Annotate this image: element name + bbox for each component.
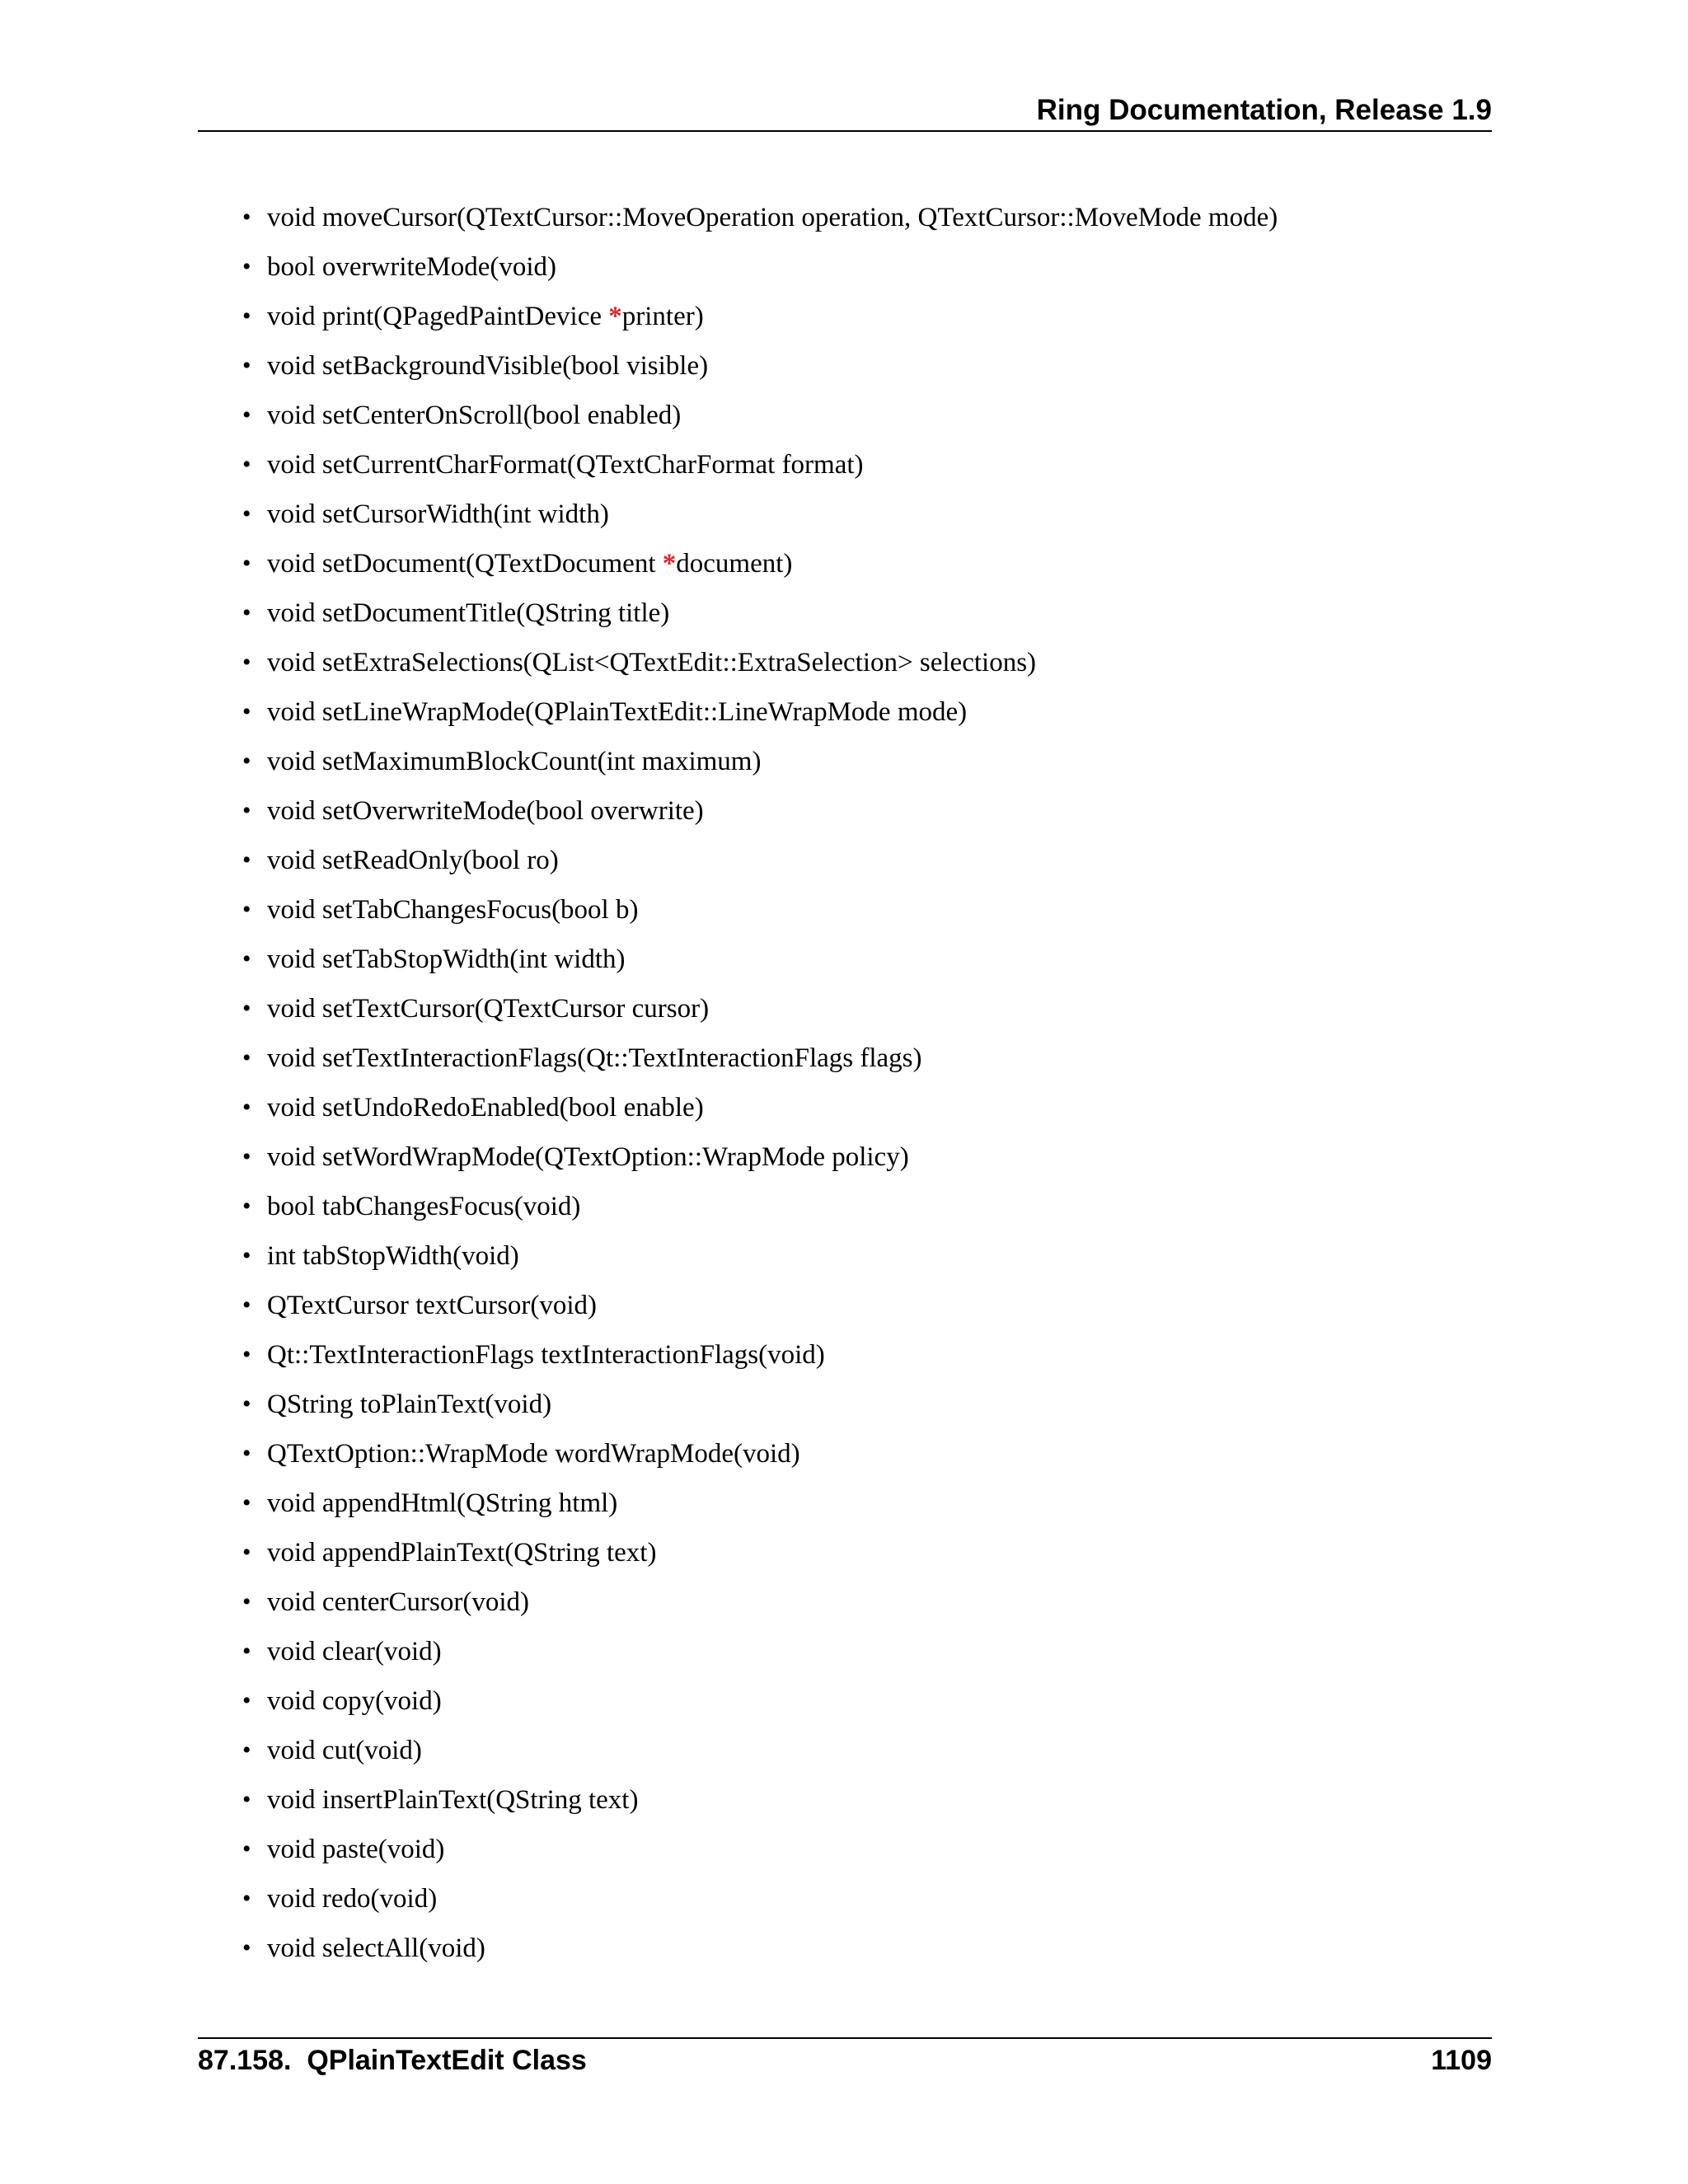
method-signature: void paste(void) [267, 1835, 445, 1864]
list-item [198, 1429, 1492, 1479]
list-item [198, 984, 1492, 1033]
list-item [198, 786, 1492, 836]
list-item [198, 1479, 1492, 1528]
bullet-icon: • [242, 1835, 251, 1863]
method-list [198, 193, 1492, 1973]
list-item [198, 1775, 1492, 1825]
method-signature: void setCenterOnScroll(bool enabled) [267, 401, 682, 430]
method-signature: void setDocumentTitle(QString title) [267, 598, 670, 628]
method-signature: void selectAll(void) [267, 1933, 485, 1963]
list-item [198, 1380, 1492, 1429]
method-signature: void setWordWrapMode(QTextOption::WrapMode policy) [267, 1142, 909, 1172]
bullet-icon: • [242, 1786, 251, 1813]
bullet-icon: • [242, 945, 251, 972]
list-item [198, 1874, 1492, 1924]
list-item [198, 1231, 1492, 1281]
list-item [198, 1083, 1492, 1132]
method-signature: void setTabStopWidth(int width) [267, 944, 626, 974]
method-signature: void appendPlainText(QString text) [267, 1538, 657, 1568]
pointer-asterisk: * [608, 302, 622, 331]
list-item [198, 1033, 1492, 1083]
method-signature: void setBackgroundVisible(bool visible) [267, 351, 709, 381]
bullet-icon: • [242, 352, 251, 379]
method-signature: void centerCursor(void) [267, 1587, 529, 1617]
bullet-icon: • [242, 748, 251, 775]
list-item [198, 1726, 1492, 1775]
bullet-icon: • [242, 550, 251, 577]
bullet-icon: • [242, 1193, 251, 1220]
list-item [198, 1182, 1492, 1231]
page-header-title: Ring Documentation, Release 1.9 [1036, 94, 1492, 126]
list-item [198, 1330, 1492, 1380]
bullet-icon: • [242, 896, 251, 923]
list-item [198, 440, 1492, 490]
bullet-icon: • [242, 1094, 251, 1121]
list-item [198, 391, 1492, 440]
method-signature: QTextOption::WrapMode wordWrapMode(void) [267, 1439, 800, 1469]
method-signature: int tabStopWidth(void) [267, 1241, 519, 1271]
bullet-icon: • [242, 451, 251, 478]
method-signature: void setOverwriteMode(bool overwrite) [267, 796, 704, 826]
method-signature: bool overwriteMode(void) [267, 252, 556, 282]
method-signature-start: void print(QPagedPaintDevice [267, 302, 609, 331]
bullet-icon: • [242, 1588, 251, 1615]
bullet-icon: • [242, 204, 251, 231]
bullet-icon: • [242, 1736, 251, 1764]
bullet-icon: • [242, 1489, 251, 1516]
bullet-icon: • [242, 1687, 251, 1714]
method-signature: void setCurrentCharFormat(QTextCharFormat format) [267, 450, 864, 480]
method-signature: void setTabChangesFocus(bool b) [267, 895, 639, 925]
bullet-icon: • [242, 599, 251, 626]
list-item [198, 490, 1492, 539]
method-signature: void setTextCursor(QTextCursor cursor) [267, 994, 710, 1024]
list-item [198, 292, 1492, 341]
list-item [198, 539, 1492, 588]
method-signature: void cut(void) [267, 1736, 422, 1765]
bullet-icon: • [242, 797, 251, 824]
bullet-icon: • [242, 1143, 251, 1170]
bullet-icon: • [242, 995, 251, 1022]
list-item [198, 1132, 1492, 1182]
bullet-icon: • [242, 1341, 251, 1368]
list-item [198, 1676, 1492, 1726]
list-item [198, 836, 1492, 885]
bullet-icon: • [242, 1539, 251, 1566]
list-item [198, 242, 1492, 292]
list-item [198, 885, 1492, 935]
list-item [198, 193, 1492, 242]
method-signature: void setExtraSelections(QList<QTextEdit::ExtraSelection> selections) [267, 648, 1037, 677]
method-signature-start: void setDocument(QTextDocument [267, 549, 663, 579]
method-signature: void setTextInteractionFlags(Qt::TextInteractionFlags flags) [267, 1043, 922, 1073]
bullet-icon: • [242, 500, 251, 527]
method-signature: void clear(void) [267, 1637, 442, 1666]
method-signature: Qt::TextInteractionFlags textInteractionFlags(void) [267, 1340, 825, 1370]
list-item [198, 588, 1492, 638]
method-signature: void moveCursor(QTextCursor::MoveOperation operation, QTextCursor::MoveMode mode) [267, 203, 1278, 232]
method-signature: void insertPlainText(QString text) [267, 1785, 639, 1815]
list-item [198, 1924, 1492, 1973]
bullet-icon: • [242, 698, 251, 725]
method-signature: QTextCursor textCursor(void) [267, 1291, 598, 1320]
list-item [198, 1627, 1492, 1676]
method-signature: bool tabChangesFocus(void) [267, 1192, 581, 1221]
method-signature: QString toPlainText(void) [267, 1390, 552, 1419]
bullet-icon: • [242, 1885, 251, 1912]
method-signature: void setReadOnly(bool ro) [267, 846, 559, 875]
bullet-icon: • [242, 649, 251, 676]
method-signature-end: printer) [621, 302, 704, 331]
bullet-icon: • [242, 1390, 251, 1418]
list-item [198, 1825, 1492, 1874]
list-item [198, 1577, 1492, 1627]
method-signature: void setUndoRedoEnabled(bool enable) [267, 1093, 704, 1122]
bullet-icon: • [242, 846, 251, 874]
list-item [198, 935, 1492, 984]
method-signature: void copy(void) [267, 1686, 442, 1716]
footer-section-title: 87.158. QPlainTextEdit Class [198, 2045, 587, 2076]
method-signature: void setCursorWidth(int width) [267, 499, 609, 529]
header-divider [198, 130, 1492, 132]
bullet-icon: • [242, 401, 251, 429]
method-signature: void redo(void) [267, 1884, 438, 1914]
page-number: 1109 [1431, 2045, 1492, 2076]
list-item [198, 638, 1492, 687]
bullet-icon: • [242, 1044, 251, 1071]
method-signature: void setMaximumBlockCount(int maximum) [267, 747, 762, 776]
bullet-icon: • [242, 1291, 251, 1319]
method-signature: void appendHtml(QString html) [267, 1488, 618, 1518]
list-item [198, 737, 1492, 786]
list-item [198, 1281, 1492, 1330]
list-item [198, 1528, 1492, 1577]
bullet-icon: • [242, 253, 251, 280]
method-signature: void setLineWrapMode(QPlainTextEdit::LineWrapMode mode) [267, 697, 968, 727]
footer-divider [198, 2037, 1492, 2039]
bullet-icon: • [242, 1242, 251, 1269]
bullet-icon: • [242, 1440, 251, 1467]
bullet-icon: • [242, 1638, 251, 1665]
method-signature-end: document) [676, 549, 793, 579]
list-item [198, 687, 1492, 737]
list-item [198, 341, 1492, 391]
bullet-icon: • [242, 302, 251, 330]
pointer-asterisk: * [662, 549, 677, 579]
bullet-icon: • [242, 1934, 251, 1961]
